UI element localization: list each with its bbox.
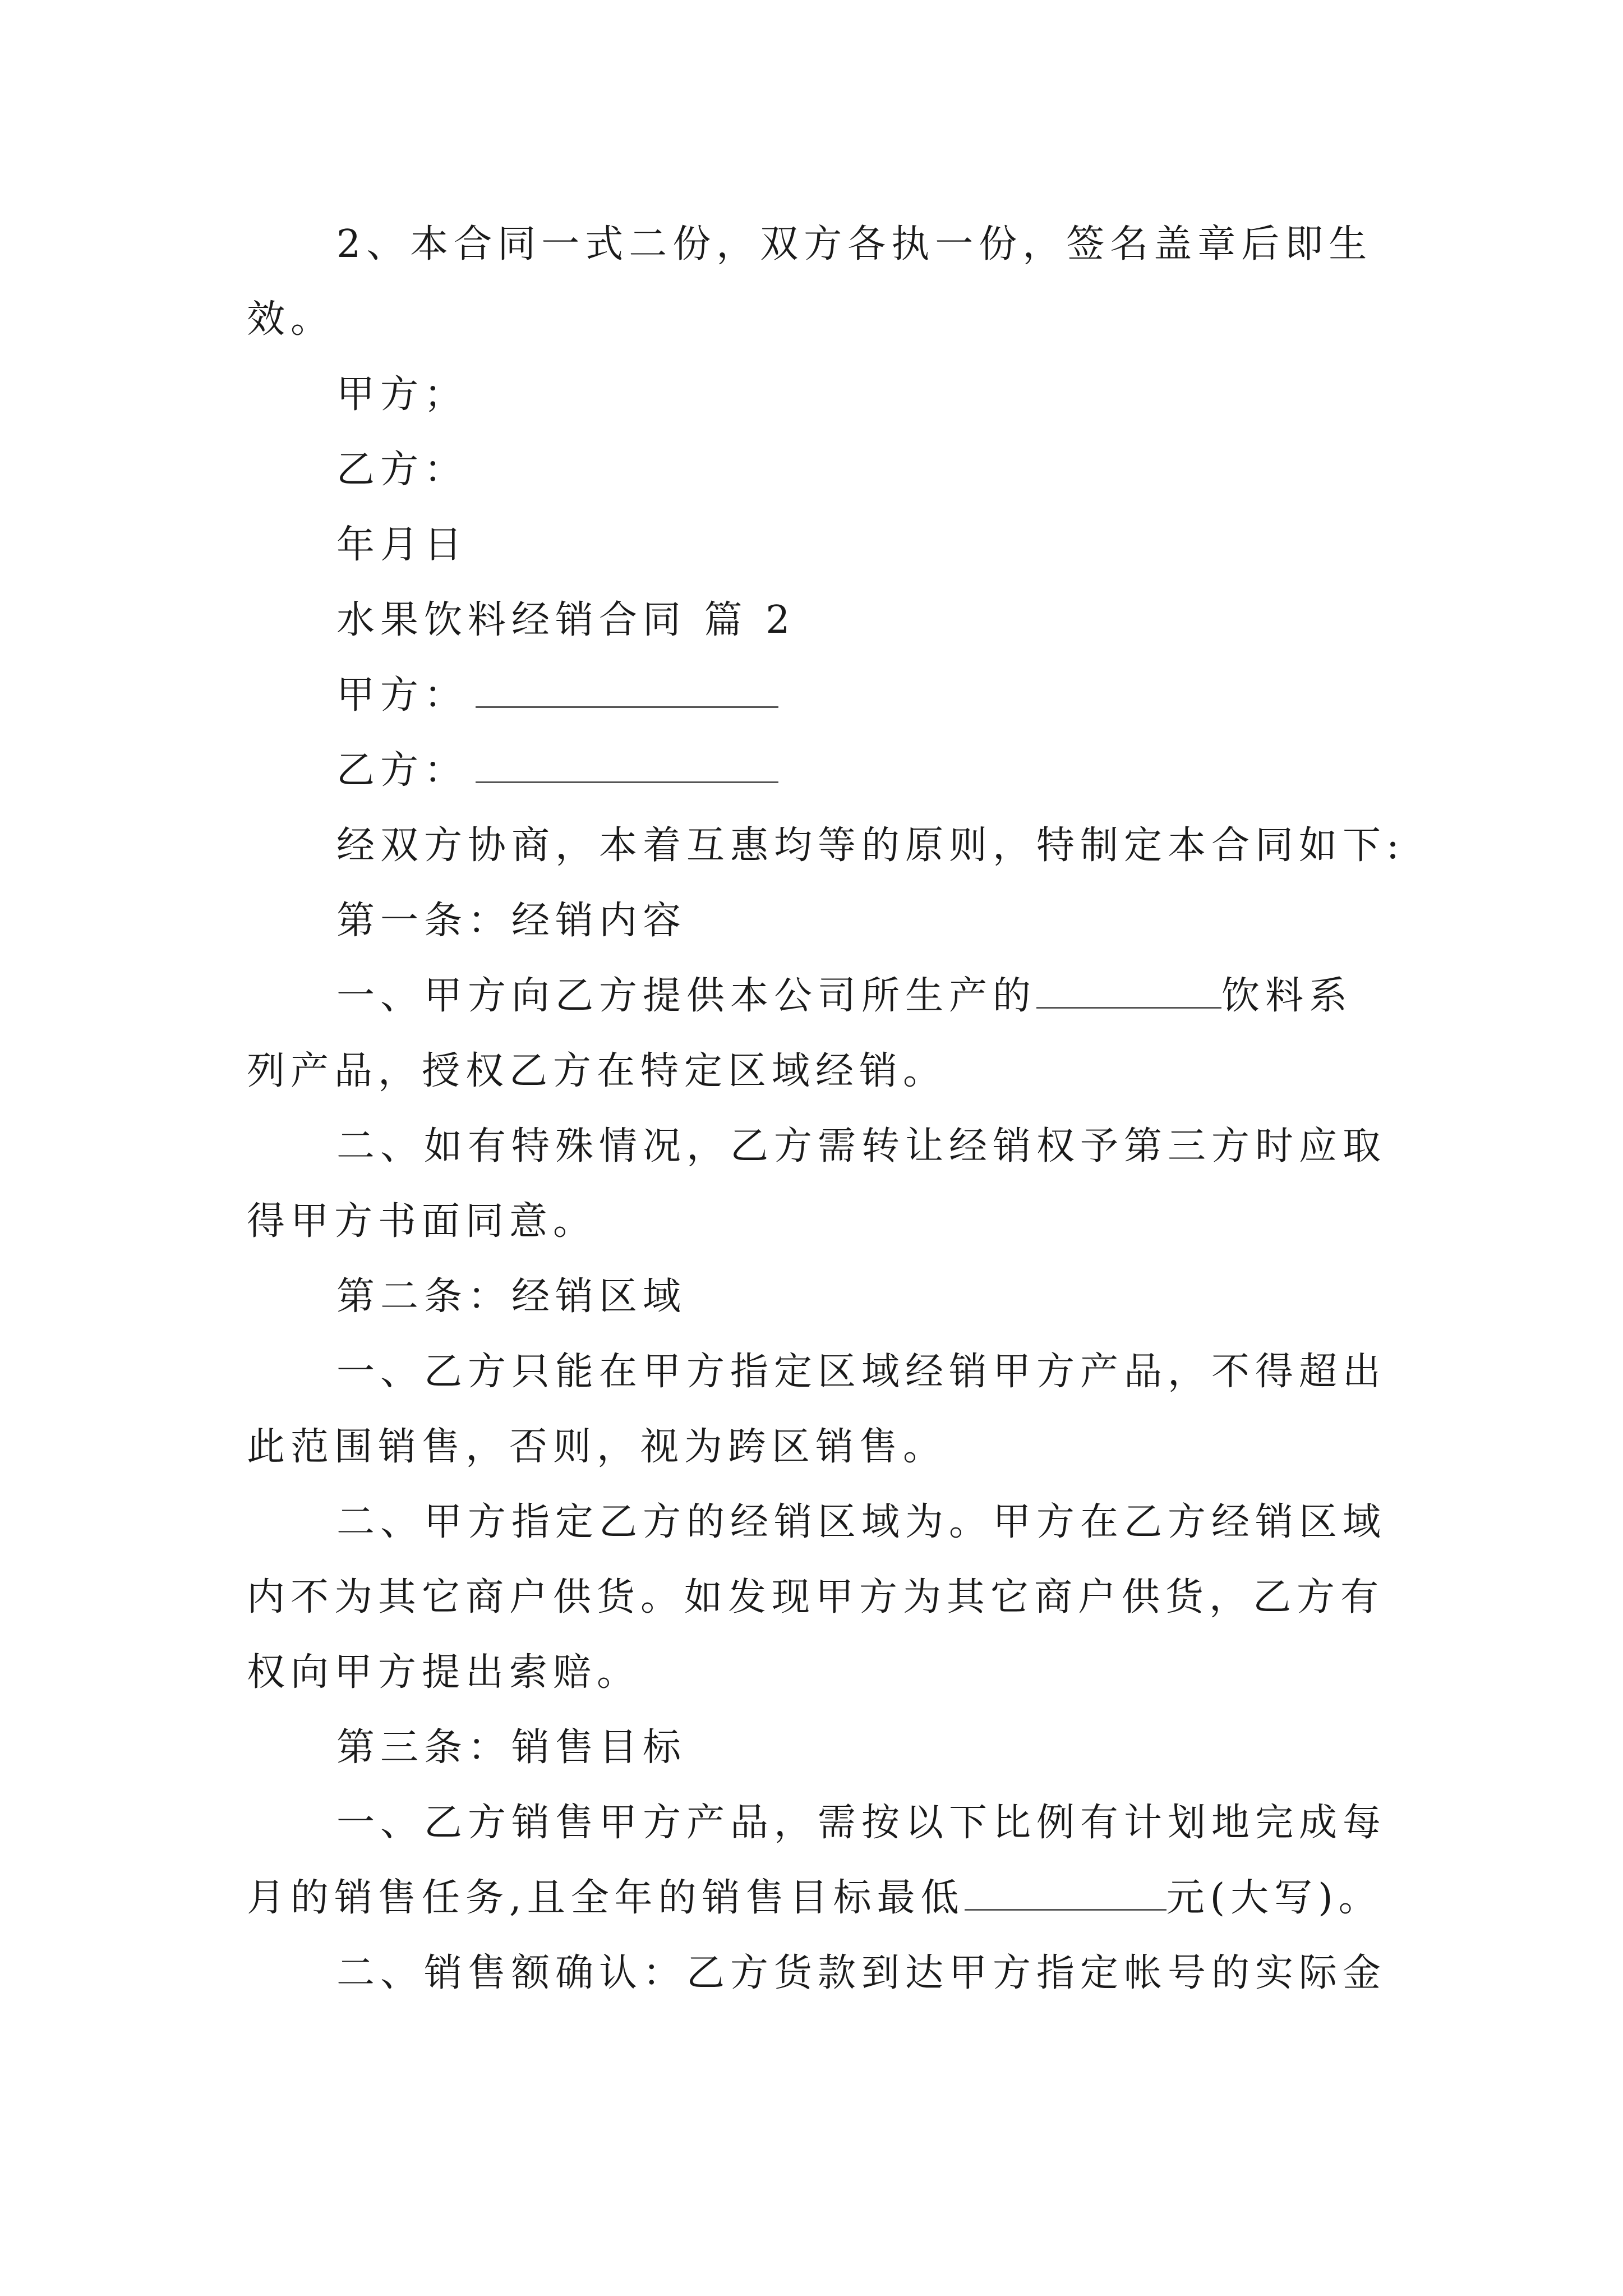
product-blank	[1036, 973, 1221, 1009]
clause-effect-line-1: 2、本合同一式二份，双方各执一份，签名盖章后即生	[336, 222, 1373, 266]
article-3-clause-2-line-1: 二、销售额确认：乙方货款到达甲方指定帐号的实际金	[336, 1951, 1387, 1995]
article-1-clause-1-line-1	[336, 969, 1353, 1023]
clause-text-tail: 元(大写)。	[1166, 1876, 1382, 1920]
clause-effect-line-2: 效。	[247, 297, 335, 342]
date-line: 年月日	[336, 523, 468, 567]
article-1-clause-2-line-1: 二、如有特殊情况，乙方需转让经销权予第三方时应取	[336, 1124, 1387, 1168]
clause-text-tail: 饮料系	[1221, 974, 1353, 1018]
article-3-clause-1-line-2	[247, 1871, 1382, 1925]
article-1-clause-1-line-2: 列产品，授权乙方在特定区域经销。	[247, 1049, 947, 1093]
party-a-label: 甲方：	[336, 673, 468, 717]
article-3-clause-1-line-1: 一、乙方销售甲方产品，需按以下比例有计划地完成每	[336, 1801, 1387, 1845]
article-2-clause-2-line-2: 内不为其它商户供货。如发现甲方为其它商户供货，乙方有	[247, 1575, 1385, 1619]
article-2-heading: 第二条：经销区域	[336, 1274, 687, 1319]
clause-text: 月的销售任务,且全年的销售目标最低	[247, 1876, 965, 1920]
party-a-blank	[476, 673, 778, 708]
article-2-clause-2-line-3: 权向甲方提出索赔。	[247, 1650, 641, 1695]
article-2-clause-1-line-1: 一、乙方只能在甲方指定区域经销甲方产品，不得超出	[336, 1350, 1387, 1394]
preamble-line: 经双方协商，本着互惠均等的原则，特制定本合同如下:	[336, 823, 1405, 868]
article-3-heading: 第三条：销售目标	[336, 1726, 687, 1770]
party-a-signature-label: 甲方；	[336, 372, 468, 417]
party-b-blank	[476, 748, 778, 783]
party-b-line	[336, 744, 778, 798]
clause-text: 一、甲方向乙方提供本公司所生产的	[336, 974, 1037, 1018]
party-a-line	[336, 669, 778, 723]
article-2-clause-1-line-2: 此范围销售，否则，视为跨区销售。	[247, 1425, 947, 1469]
section-title: 水果饮料经销合同 篇 2	[336, 598, 796, 642]
party-b-signature-label: 乙方：	[336, 448, 468, 492]
article-1-clause-2-line-2: 得甲方书面同意。	[247, 1199, 597, 1244]
sales-target-blank	[965, 1875, 1166, 1911]
article-1-heading: 第一条：经销内容	[336, 899, 687, 943]
party-b-label: 乙方：	[336, 748, 468, 793]
article-2-clause-2-line-1: 二、甲方指定乙方的经销区域为。甲方在乙方经销区域	[336, 1500, 1387, 1544]
